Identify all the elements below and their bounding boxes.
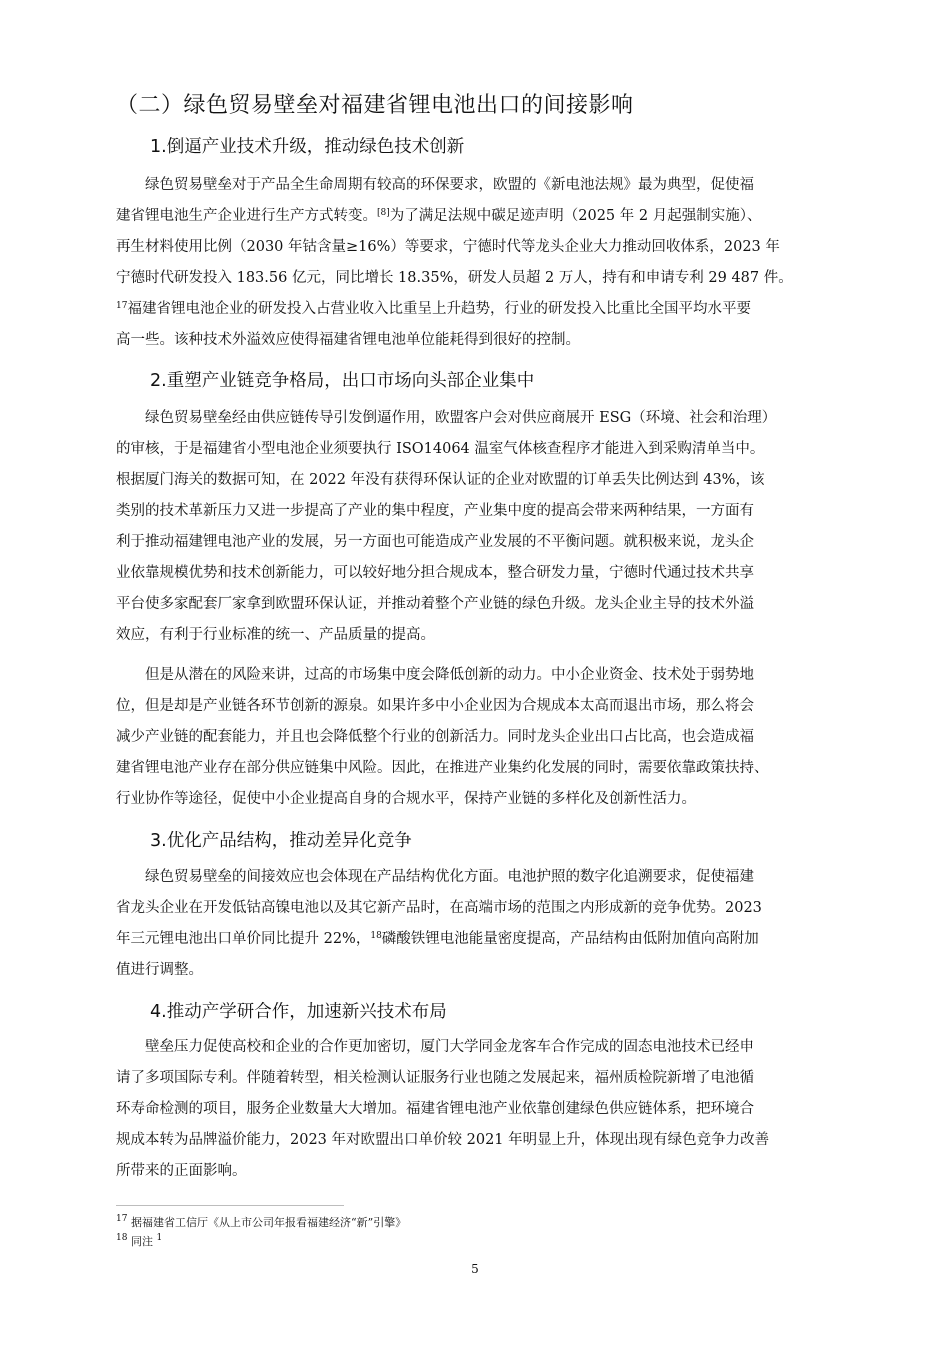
footnote-ref: 17 [116, 301, 128, 311]
text-line [116, 294, 856, 325]
line-text: 平台使多家配套厂家拿到欧盟环保认证，并推动着整个产业链的绿色升级。龙头企业主导的技术外溢 [116, 596, 754, 612]
line-text: 但是从潜在的风险来讲，过高的市场集中度会降低创新的动力。中小企业资金、技术处于弱势地 [116, 667, 754, 683]
text-line [116, 496, 856, 527]
footnote-ref: 1 [156, 1233, 163, 1243]
text-line [116, 784, 856, 815]
line-text: 的审核，于是福建省小型电池企业须要执行 ISO14064 温室气体核查程序才能进入到采购清单当中。 [116, 441, 765, 457]
line-text: 壁垒压力促使高校和企业的合作更加密切，厦门大学同金龙客车合作完成的固态电池技术已经申 [116, 1039, 754, 1055]
footnote-text: 据福建省工信厅《从上市公司年报看福建经济“新”引擎》 [127, 1216, 407, 1229]
text-line [116, 465, 856, 496]
footnote [116, 1214, 406, 1230]
line-text: 福建省锂电池企业的研发投入占营业收入比重呈上升趋势，行业的研发投入比重比全国平均水平要 [127, 301, 751, 317]
text-line [116, 589, 856, 620]
line-text: 省龙头企业在开发低钴高镍电池以及其它新产品时，在高端市场的范围之内形成新的竞争优势。2023 [116, 900, 762, 916]
line-text: 行业协作等途径，促使中小企业提高自身的合规水平，保持产业链的多样化及创新性活力。 [116, 791, 696, 807]
subsection-heading: 2.重塑产业链竞争格局，出口市场向头部企业集中 [150, 371, 535, 391]
text-line [116, 924, 856, 955]
line-text: 绿色贸易壁垒对于产品全生命周期有较高的环保要求，欧盟的《新电池法规》最为典型，促使福 [116, 177, 754, 193]
line-text: 再生材料使用比例（2030 年钴含量≥16%）等要求，宁德时代等龙头企业大力推动回收体系，2023 年 [116, 239, 780, 255]
footnote-ref: 18 [370, 931, 382, 941]
line-text: 效应，有利于行业标准的统一、产品质量的提高。 [116, 627, 435, 643]
text-line [116, 527, 856, 558]
text-line [116, 403, 856, 434]
line-text: 绿色贸易壁垒经由供应链传导引发倒逼作用，欧盟客户会对供应商展开 ESG（环境、社会和治理） [116, 410, 777, 426]
footnote [116, 1233, 162, 1249]
paragraph [116, 660, 856, 815]
footnote-ref: [8] [377, 208, 390, 218]
subsection-heading: 4.推动产学研合作，加速新兴技术布局 [150, 1002, 447, 1022]
line-text: 建省锂电池产业存在部分供应链集中风险。因此，在推进产业集约化发展的同时，需要依靠政策扶持、 [116, 760, 769, 776]
footnote-mark: 17 [116, 1214, 128, 1224]
footnote-divider [116, 1205, 344, 1206]
line-text: 类别的技术革新压力又进一步提高了产业的集中程度，产业集中度的提高会带来两种结果，一方面有 [116, 503, 754, 519]
subsection-heading: 1.倒逼产业技术升级，推动绿色技术创新 [150, 137, 465, 157]
text-line [116, 862, 856, 893]
text-line [116, 434, 856, 465]
text-line [116, 893, 856, 924]
line-text: 建省锂电池生产企业进行生产方式转变。 [116, 208, 377, 224]
text-line [116, 1156, 856, 1187]
text-line [116, 1063, 856, 1094]
text-line [116, 660, 856, 691]
line-text: 绿色贸易壁垒的间接效应也会体现在产品结构优化方面。电池护照的数字化追溯要求，促使福建 [116, 869, 754, 885]
line-text: 请了多项国际专利。伴随着转型，相关检测认证服务行业也随之发展起来，福州质检院新增了电池循 [116, 1070, 754, 1086]
line-text: 位，但是却是产业链各环节创新的源泉。如果许多中小企业因为合规成本太高而退出市场，那么将会 [116, 698, 754, 714]
text-line [116, 1032, 856, 1063]
footnote-text: 同注 [127, 1235, 157, 1248]
text-line [116, 1094, 856, 1125]
line-text: 所带来的正面影响。 [116, 1163, 247, 1179]
section-title: （二）绿色贸易壁垒对福建省锂电池出口的间接影响 [116, 93, 634, 118]
line-text: 业依靠规模优势和技术创新能力，可以较好地分担合规成本，整合研发力量，宁德时代通过技术共享 [116, 565, 754, 581]
text-line [116, 325, 856, 356]
subsection-heading: 3.优化产品结构，推动差异化竞争 [150, 831, 412, 851]
text-line [116, 232, 856, 263]
line-text: 值进行调整。 [116, 962, 203, 978]
text-line [116, 1125, 856, 1156]
text-line [116, 263, 856, 294]
line-text: 为了满足法规中碳足迹声明（2025 年 2 月起强制实施）、 [389, 208, 762, 224]
page-number: 5 [471, 1262, 479, 1276]
line-text: 规成本转为品牌溢价能力，2023 年对欧盟出口单价较 2021 年明显上升，体现出现有绿色竞争力改善 [116, 1132, 770, 1148]
paragraph [116, 170, 856, 356]
line-text: 根据厦门海关的数据可知，在 2022 年没有获得环保认证的企业对欧盟的订单丢失比例达到 43%，该 [116, 472, 765, 488]
paragraph [116, 1032, 856, 1187]
line-text: 高一些。该种技术外溢效应使得福建省锂电池单位能耗得到很好的控制。 [116, 332, 580, 348]
paragraph [116, 403, 856, 651]
text-line [116, 753, 856, 784]
text-line [116, 170, 856, 201]
footnote-mark: 18 [116, 1233, 128, 1243]
paragraph [116, 862, 856, 986]
text-line [116, 201, 856, 232]
line-text: 利于推动福建锂电池产业的发展，另一方面也可能造成产业发展的不平衡问题。就积极来说，龙头企 [116, 534, 754, 550]
text-line [116, 558, 856, 589]
line-text: 环寿命检测的项目，服务企业数量大大增加。福建省锂电池产业依靠创建绿色供应链体系，把环境合 [116, 1101, 754, 1117]
line-text: 磷酸铁锂电池能量密度提高，产品结构由低附加值向高附加 [381, 931, 759, 947]
text-line [116, 691, 856, 722]
line-text: 年三元锂电池出口单价同比提升 22%， [116, 931, 371, 947]
line-text: 宁德时代研发投入 183.56 亿元，同比增长 18.35%，研发人员超 2 万人，持有和申请专利 29 487 件。 [116, 270, 793, 286]
line-text: 减少产业链的配套能力，并且也会降低整个行业的创新活力。同时龙头企业出口占比高，也会造成福 [116, 729, 754, 745]
text-line [116, 955, 856, 986]
text-line [116, 722, 856, 753]
text-line [116, 620, 856, 651]
